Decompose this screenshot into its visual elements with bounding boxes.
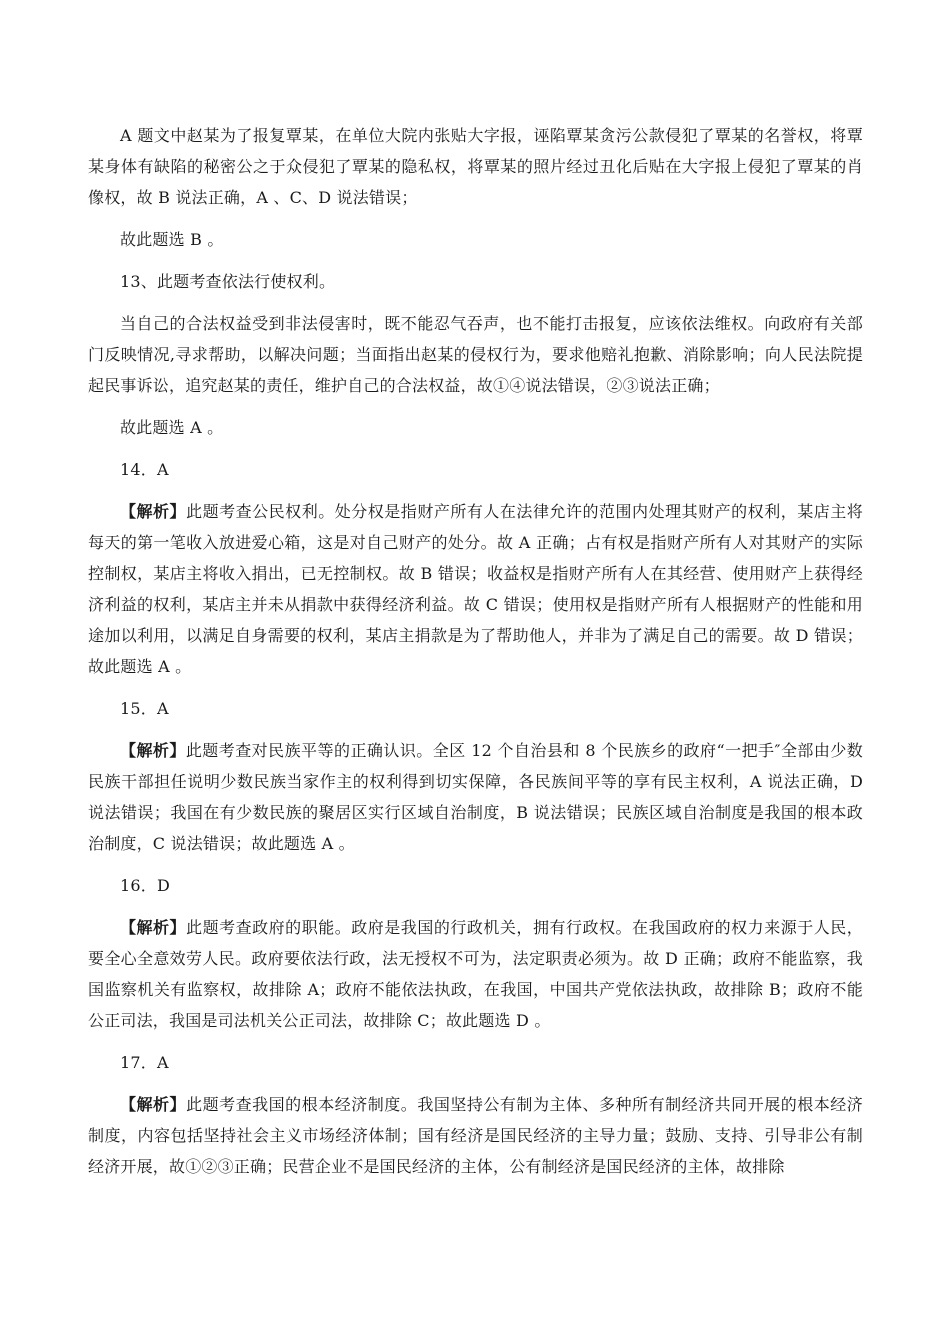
answer-conclusion: 故此题选 B 。 [120,230,224,249]
analysis-label: 【解析】 [120,741,186,760]
analysis-text: 此题考查政府的职能。政府是我国的行政机关，拥有行政权。在我国政府的权力来源于人民，要全心全意效劳人民。政府要依法行政，法无授权不可为，法定职责必须为。故 D 正确；政府不能监察，我国监察机关有监察权，故排除 A；政府不能依法执政，在我国，中国共产党依法执政，故排除 B；政府不能公正司法，我国是司法机关公正司法，故排除 C；故此题选 D 。 [88,918,863,1030]
question-number-answer: 16．D [120,876,170,895]
question-heading: 13、此题考查依法行使权利。 [120,272,336,291]
analysis-text: 此题考查我国的根本经济制度。我国坚持公有制为主体、多种所有制经济共同开展的根本经济制度，内容包括坚持社会主义市场经济体制；国有经济是国民经济的主导力量；鼓励、支持、引导非公有制经济开展，故①②③正确；民营企业不是国民经济的主体，公有制经济是国民经济的主体，故排除 [88,1095,863,1176]
document-page [88,120,863,1193]
analysis-label: 【解析】 [120,918,187,937]
answer-explanation-paragraph: A 题文中赵某为了报复覃某，在单位大院内张贴大字报，诬陷覃某贪污公款侵犯了覃某的名誉权，将覃某身体有缺陷的秘密公之于众侵犯了覃某的隐私权，将覃某的照片经过丑化后贴在大字报上侵犯了覃某的肖像权，故 B 说法正确，A 、C、D 说法错误； [88,126,863,207]
analysis-text: 此题考查对民族平等的正确认识。全区 12 个自治县和 8 个民族乡的政府“一把手″全部由少数民族干部担任说明少数民族当家作主的权利得到切实保障，各民族间平等的享有民主权利，A 说法正确，D 说法错误；我国在有少数民族的聚居区实行区域自治制度，B 说法错误；民族区域自治制度是我国的根本政治制度，C 说法错误；故此题选 A 。 [88,741,863,853]
analysis-paragraph [88,496,863,682]
analysis-paragraph [88,1089,863,1182]
question-number-answer: 15．A [120,699,169,718]
analysis-paragraph [88,912,863,1036]
analysis-label: 【解析】 [120,502,187,521]
analysis-label: 【解析】 [120,1095,187,1114]
answer-conclusion: 故此题选 A 。 [120,418,224,437]
question-number-answer: 17．A [120,1053,169,1072]
question-number-answer: 14．A [120,460,169,479]
analysis-text: 此题考查公民权利。处分权是指财产所有人在法律允许的范围内处理其财产的权利，某店主将每天的第一笔收入放进爱心箱，这是对自己财产的处分。故 A 正确；占有权是指财产所有人对其财产的实际控制权，某店主将收入捐出，已无控制权。故 B 错误；收益权是指财产所有人在其经营、使用财产上获得经济利益的权利，某店主并未从捐款中获得经济利益。故 C 错误；使用权是指财产所有人根据财产的性能和用途加以利用，以满足自身需要的权利，某店主捐款是为了帮助他人，并非为了满足自己的需要。故 D 错误；故此题选 A 。 [88,502,863,676]
analysis-paragraph [88,735,863,859]
answer-explanation-paragraph: 当自己的合法权益受到非法侵害时，既不能忍气吞声，也不能打击报复，应该依法维权。向政府有关部门反映情况,寻求帮助，以解决问题；当面指出赵某的侵权行为，要求他赔礼抱歉、消除影响；向人民法院提起民事诉讼，追究赵某的责任，维护自己的合法权益，故①④说法错误，②③说法正确； [88,314,863,395]
